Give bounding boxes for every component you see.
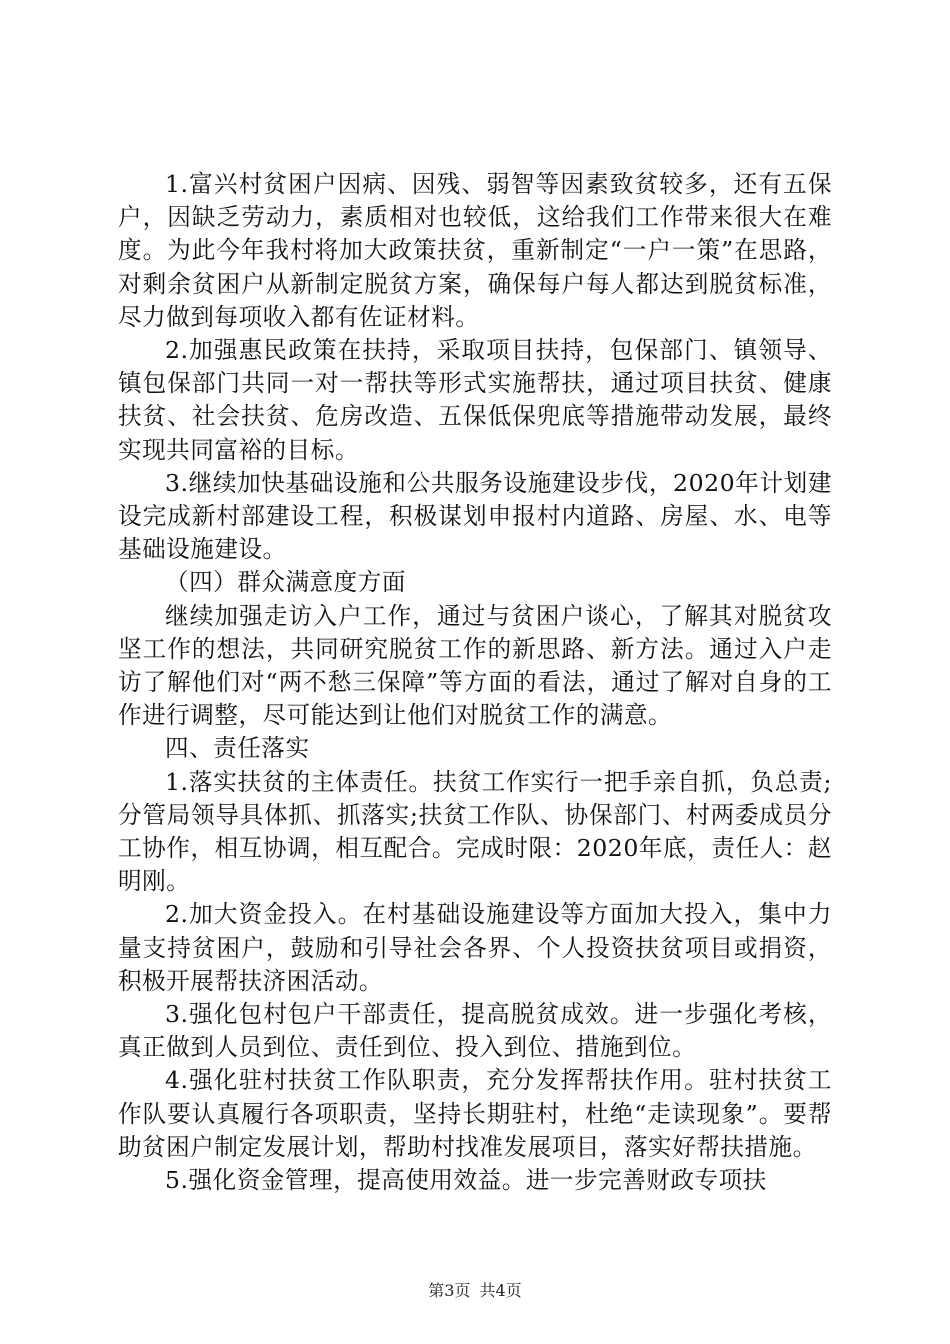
paragraph: 5.强化资金管理，提高使用效益。进一步完善财政专项扶	[165, 1166, 767, 1195]
page-total: 共4页	[479, 1281, 522, 1300]
paragraph: 4.强化驻村扶贫工作队职责，充分发挥帮扶作用。驻村扶贫工作队要认真履行各项职责，坚持长期驻村，杜绝“走读现象”。要帮助贫困户制定发展计划，帮助村找准发展项目，落实好帮扶措施。	[118, 1066, 832, 1161]
page-number: 第3页	[428, 1281, 471, 1300]
section-heading: （四）群众满意度方面	[165, 568, 406, 597]
section-heading: 四、责任落实	[165, 734, 310, 763]
paragraph: 3.继续加快基础设施和公共服务设施建设步伐，2020年计划建设完成新村部建设工程，积极谋划申报村内道路、房屋、水、电等基础设施建设。	[118, 468, 832, 564]
page-footer	[0, 1278, 950, 1301]
paragraph: 1.落实扶贫的主体责任。扶贫工作实行一把手亲自抓，负总责;分管局领导具体抓、抓落实;扶贫工作队、协保部门、村两委成员分工协作，相互协调，相互配合。完成时限：2020年底，责任人：赵明刚。	[118, 767, 832, 896]
paragraph: 2.加强惠民政策在扶持，采取项目扶持，包保部门、镇领导、镇包保部门共同一对一帮扶等形式实施帮扶，通过项目扶贫、健康扶贫、社会扶贫、危房改造、五保低保兜底等措施带动发展，最终实现共同富裕的目标。	[118, 336, 832, 464]
paragraph: 1.富兴村贫困户因病、因残、弱智等因素致贫较多，还有五保户，因缺乏劳动力，素质相对也较低，这给我们工作带来很大在难度。为此今年我村将加大政策扶贫，重新制定“一户一策”在思路，对剩余贫困户从新制定脱贫方案，确保每户每人都达到脱贫标准，尽力做到每项收入都有佐证材料。	[118, 170, 832, 331]
paragraph: 2.加大资金投入。在村基础设施建设等方面加大投入，集中力量支持贫困户，鼓励和引导社会各界、个人投资扶贫项目或捐资，积极开展帮扶济困活动。	[118, 900, 832, 995]
document-body	[118, 168, 832, 1197]
paragraph: 继续加强走访入户工作，通过与贫困户谈心，了解其对脱贫攻坚工作的想法，共同研究脱贫工作的新思路、新方法。通过入户走访了解他们对“两不愁三保障”等方面的看法，通过了解对自身的工作进行调整，尽可能达到让他们对脱贫工作的满意。	[118, 601, 832, 730]
paragraph: 3.强化包村包户干部责任，提高脱贫成效。进一步强化考核，真正做到人员到位、责任到位、投入到位、措施到位。	[118, 1000, 832, 1062]
